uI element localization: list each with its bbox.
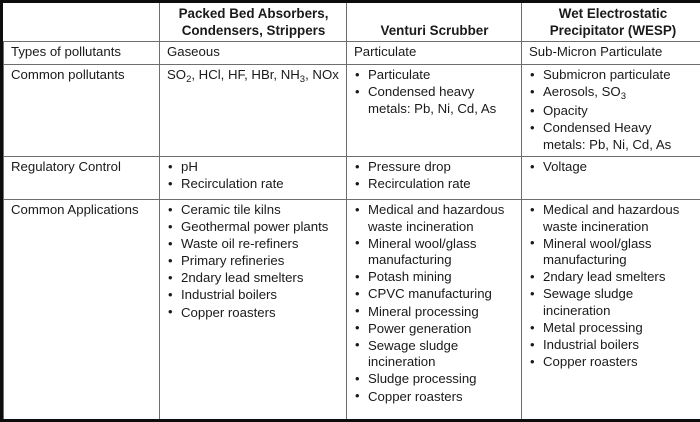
cell-applications-wesp — [522, 200, 700, 420]
list-item: • Potash mining — [354, 269, 515, 286]
cell-regulatory-wesp — [522, 157, 700, 200]
bullet-list — [354, 202, 515, 405]
column-header-wesp-line2: Precipitator (WESP) — [549, 23, 677, 39]
list-item: • Metal processing — [529, 320, 697, 337]
list-item: • Aerosols, $SO_3$ — [529, 84, 697, 103]
cell-applications-packed-bed — [160, 200, 347, 420]
row-label-common-applications: Common Applications — [4, 200, 160, 420]
list-item: • pH — [167, 159, 340, 176]
bullet-list — [354, 159, 515, 193]
list-item: • Condensed heavy metals: Pb, Ni, Cd, As — [354, 84, 515, 117]
list-item: • 2ndary lead smelters — [167, 270, 340, 287]
column-header-venturi — [347, 3, 522, 42]
cell-text-formula: $SO_2$, HCl, HF, HBr, $NH_3$, NOx — [167, 67, 339, 86]
cell-types-venturi — [347, 42, 522, 65]
list-item: • Sewage sludge incineration — [529, 286, 697, 319]
cell-types-wesp — [522, 42, 700, 65]
row-label-regulatory-control: Regulatory Control — [4, 157, 160, 200]
cell-applications-venturi — [347, 200, 522, 420]
list-item: • Condensed Heavy metals: Pb, Ni, Cd, As — [529, 120, 697, 153]
table-row-regulatory-control — [4, 157, 700, 200]
bullet-list — [529, 159, 697, 176]
row-label-types-of-pollutants: Types of pollutants — [4, 42, 160, 65]
list-item: • Mineral processing — [354, 304, 515, 321]
table-row-common-pollutants — [4, 65, 700, 157]
list-item: • Mineral wool/glass manufacturing — [354, 236, 515, 269]
list-item: • 2ndary lead smelters — [529, 269, 697, 286]
list-item: • Ceramic tile kilns — [167, 202, 340, 219]
bullet-list — [167, 159, 340, 193]
list-item: • Medical and hazardous waste incineration — [354, 202, 515, 235]
table-row-common-applications — [4, 200, 700, 420]
table-header-row — [4, 3, 700, 42]
list-item: • Opacity — [529, 103, 697, 120]
pollution-control-comparison-table — [3, 3, 700, 419]
cell-pollutants-venturi — [347, 65, 522, 157]
list-item: • Mineral wool/glass manufacturing — [529, 236, 697, 269]
list-item: • Geothermal power plants — [167, 219, 340, 236]
list-item: • Industrial boilers — [529, 337, 697, 354]
list-item: • Copper roasters — [529, 354, 697, 371]
list-item: • Copper roasters — [354, 389, 515, 406]
row-label-common-pollutants: Common pollutants — [4, 65, 160, 157]
list-item: • CPVC manufacturing — [354, 286, 515, 303]
table-row-types-of-pollutants — [4, 42, 700, 65]
column-header-packed-bed-line1: Packed Bed Absorbers, — [178, 6, 329, 22]
bullet-list — [354, 67, 515, 117]
list-item: • Submicron particulate — [529, 67, 697, 84]
list-item: • Sewage sludge incineration — [354, 338, 515, 371]
list-item: • Recirculation rate — [354, 176, 515, 193]
column-header-packed-bed-line2: Condensers, Strippers — [181, 23, 326, 39]
list-item: • Waste oil re-refiners — [167, 236, 340, 253]
column-header-wesp-line1: Wet Electrostatic — [558, 6, 668, 22]
list-item: • Particulate — [354, 67, 515, 84]
column-header-venturi-line1: Venturi Scrubber — [380, 23, 489, 39]
cell-types-packed-bed — [160, 42, 347, 65]
column-header-packed-bed — [160, 3, 347, 42]
cell-pollutants-wesp — [522, 65, 700, 157]
list-item: • Power generation — [354, 321, 515, 338]
list-item: • Voltage — [529, 159, 697, 176]
cell-pollutants-packed-bed — [160, 65, 347, 157]
bullet-list — [529, 202, 697, 371]
list-item: • Primary refineries — [167, 253, 340, 270]
header-corner-blank — [4, 3, 160, 42]
list-item: • Copper roasters — [167, 305, 340, 322]
cell-text: Sub-Micron Particulate — [529, 44, 663, 60]
bullet-list — [167, 202, 340, 321]
column-header-wesp — [522, 3, 700, 42]
list-item: • Pressure drop — [354, 159, 515, 176]
cell-regulatory-packed-bed — [160, 157, 347, 200]
cell-regulatory-venturi — [347, 157, 522, 200]
bullet-list — [529, 67, 697, 153]
list-item: • Medical and hazardous waste incineration — [529, 202, 697, 235]
list-item: • Recirculation rate — [167, 176, 340, 193]
cell-text: Gaseous — [167, 44, 220, 60]
list-item: • Industrial boilers — [167, 287, 340, 304]
list-item: • Sludge processing — [354, 371, 515, 388]
cell-text: Particulate — [354, 44, 417, 60]
